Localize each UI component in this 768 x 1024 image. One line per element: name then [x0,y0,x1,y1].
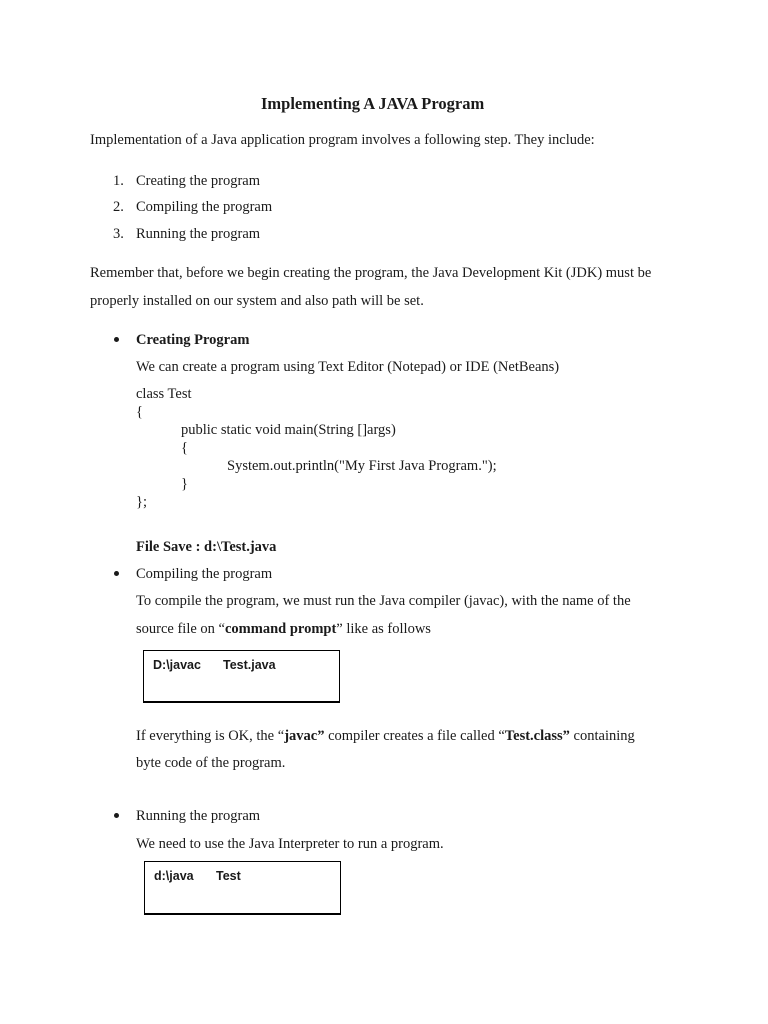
bullet-icon [114,571,119,576]
command-argument: Test [216,869,241,883]
code-line: System.out.println("My First Java Program."); [227,458,497,474]
compile-result-line: byte code of the program. [136,755,286,771]
step-number: 1. [113,173,124,189]
javac-text: javac” [284,728,325,744]
bullet-icon [114,813,119,818]
command-box-javac [143,650,340,703]
compile-result-line [136,727,635,745]
section-heading-running: Running the program [136,808,261,824]
compiling-line: To compile the program, we must run the Java compiler (javac), with the name of the [136,593,631,609]
page-title: Implementing A JAVA Program [261,94,485,113]
code-line: { [181,440,188,456]
class-file-text: Test.class” [504,728,570,744]
step-text: Creating the program [136,173,261,189]
compiling-text: source file on “ [136,621,225,637]
code-line: } [181,476,188,492]
command-box-java [144,861,341,915]
file-save-label: File Save : d:\Test.java [136,539,277,555]
step-text: Running the program [136,226,261,242]
step-text: Compiling the program [136,199,273,215]
result-text: compiler creates a file called “ [324,728,505,744]
command-text: d:\java [154,869,194,883]
intro-paragraph: Implementation of a Java application program involves a following step. They include: [90,132,595,148]
running-description: We need to use the Java Interpreter to run a program. [136,836,444,852]
creating-description: We can create a program using Text Editor (Notepad) or IDE (NetBeans) [136,359,560,375]
remember-line: properly installed on our system and also path will be set. [90,293,424,309]
compiling-line [136,620,431,638]
bullet-icon [114,337,119,342]
remember-line: Remember that, before we begin creating the program, the Java Development Kit (JDK) must be [90,265,652,281]
step-number: 3. [113,226,124,242]
command-prompt-text: command prompt [224,621,337,637]
section-heading-creating: Creating Program [136,332,250,348]
result-text: If everything is OK, the “ [136,728,285,744]
command-text: D:\javac [153,658,201,672]
compiling-text: ” like as follows [336,621,431,637]
result-text: containing [569,728,635,744]
code-line: class Test [136,386,192,402]
code-line: { [136,404,143,420]
code-line: }; [136,494,147,510]
code-line: public static void main(String []args) [181,422,396,438]
section-heading-compiling: Compiling the program [136,566,273,582]
step-number: 2. [113,199,124,215]
command-argument: Test.java [223,658,276,672]
